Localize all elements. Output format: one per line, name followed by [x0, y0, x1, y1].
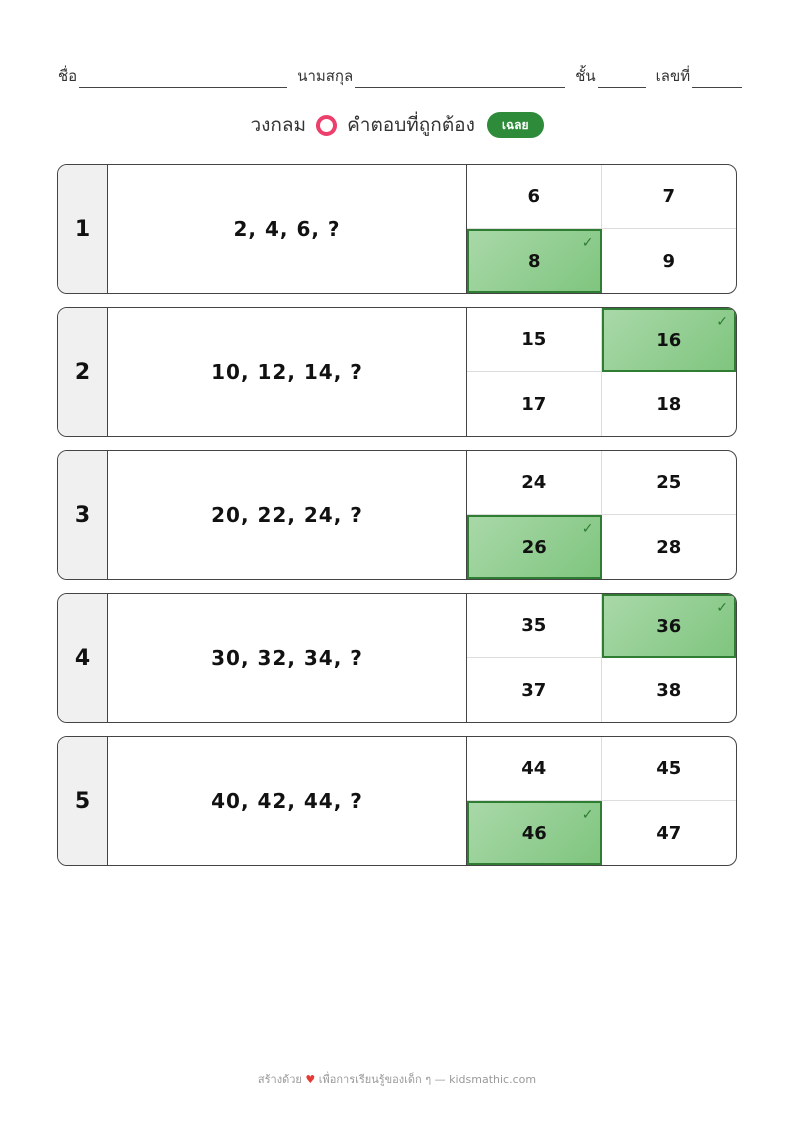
- answer-option-label: 44: [521, 758, 547, 779]
- student-info-line: [58, 64, 748, 88]
- answer-options: [467, 308, 736, 436]
- answer-option[interactable]: [467, 165, 602, 229]
- answer-option-label: 46: [521, 822, 547, 844]
- name-label: ชื่อ: [58, 67, 78, 85]
- answer-option[interactable]: [467, 658, 602, 722]
- answer-options: [467, 451, 736, 579]
- answer-option[interactable]: [602, 372, 737, 436]
- answer-option-label: 28: [656, 536, 682, 558]
- answer-option-label: 9: [662, 250, 676, 272]
- number-sequence: 40, 42, 44, ?: [108, 737, 467, 865]
- question-number: 4: [58, 594, 108, 722]
- answer-option-label: 47: [656, 822, 682, 844]
- answer-option[interactable]: [602, 451, 737, 515]
- answer-options: [467, 737, 736, 865]
- name-field[interactable]: [79, 69, 287, 88]
- answer-option-label: 6: [527, 186, 541, 207]
- number-sequence: 30, 32, 34, ?: [108, 594, 467, 722]
- answer-option-label: 38: [656, 679, 682, 701]
- footer-text-after: เพื่อการเรียนรู้ของเด็ก ๆ — kidsmathic.com: [318, 1073, 537, 1086]
- check-icon: ✓: [581, 235, 594, 251]
- answer-option-label: 45: [656, 758, 682, 779]
- check-icon: ✓: [581, 521, 594, 537]
- footer: [0, 1070, 794, 1088]
- answer-option-label: 36: [656, 615, 682, 637]
- answer-option-label: 7: [662, 186, 676, 207]
- check-icon: ✓: [716, 314, 728, 330]
- answer-option-label: 26: [521, 536, 547, 558]
- number-label: เลขที่: [655, 67, 691, 85]
- check-icon: ✓: [716, 600, 728, 616]
- answer-option[interactable]: [467, 308, 602, 372]
- answer-option-correct[interactable]: [602, 594, 737, 658]
- question-number: 5: [58, 737, 108, 865]
- answer-key-badge: เฉลย: [487, 112, 544, 138]
- answer-option-label: 8: [527, 250, 541, 272]
- answer-option-correct[interactable]: [467, 515, 602, 579]
- heart-icon: ♥: [305, 1073, 316, 1086]
- answer-option[interactable]: [467, 594, 602, 658]
- answer-option[interactable]: [467, 451, 602, 515]
- answer-option-correct[interactable]: [467, 801, 602, 865]
- circle-icon: [316, 115, 337, 136]
- question-row: [57, 307, 737, 437]
- number-sequence: 10, 12, 14, ?: [108, 308, 467, 436]
- check-icon: ✓: [581, 807, 594, 823]
- class-field[interactable]: [598, 69, 646, 88]
- question-number: 1: [58, 165, 108, 293]
- question-row: [57, 736, 737, 866]
- answer-option-label: 35: [521, 615, 547, 636]
- number-sequence: 2, 4, 6, ?: [108, 165, 467, 293]
- instruction: [0, 108, 794, 142]
- answer-option[interactable]: [602, 229, 737, 293]
- answer-option-label: 37: [521, 679, 547, 701]
- question-number: 3: [58, 451, 108, 579]
- question-row: [57, 164, 737, 294]
- answer-option[interactable]: [602, 515, 737, 579]
- surname-label: นามสกุล: [297, 67, 354, 85]
- number-sequence: 20, 22, 24, ?: [108, 451, 467, 579]
- answer-option-label: 25: [656, 472, 682, 493]
- number-field[interactable]: [692, 69, 742, 88]
- answer-option-label: 18: [656, 393, 682, 415]
- footer-text-before: สร้างด้วย: [257, 1073, 302, 1086]
- answer-option-label: 16: [656, 329, 682, 351]
- instruction-text-after: คำตอบที่ถูกต้อง: [347, 114, 475, 136]
- question-row: [57, 450, 737, 580]
- answer-option-label: 17: [521, 393, 547, 415]
- answer-option[interactable]: [602, 658, 737, 722]
- answer-option[interactable]: [602, 737, 737, 801]
- answer-option-label: 15: [521, 329, 547, 350]
- answer-option[interactable]: [602, 165, 737, 229]
- question-row: [57, 593, 737, 723]
- answer-option[interactable]: [602, 801, 737, 865]
- question-number: 2: [58, 308, 108, 436]
- answer-options: [467, 594, 736, 722]
- question-list: [57, 164, 737, 879]
- class-label: ชั้น: [575, 67, 596, 85]
- answer-option-correct[interactable]: [602, 308, 737, 372]
- answer-option[interactable]: [467, 372, 602, 436]
- answer-option[interactable]: [467, 737, 602, 801]
- answer-options: [467, 165, 736, 293]
- answer-option-label: 24: [521, 472, 547, 493]
- instruction-text-before: วงกลม: [250, 114, 307, 136]
- surname-field[interactable]: [355, 69, 565, 88]
- answer-option-correct[interactable]: [467, 229, 602, 293]
